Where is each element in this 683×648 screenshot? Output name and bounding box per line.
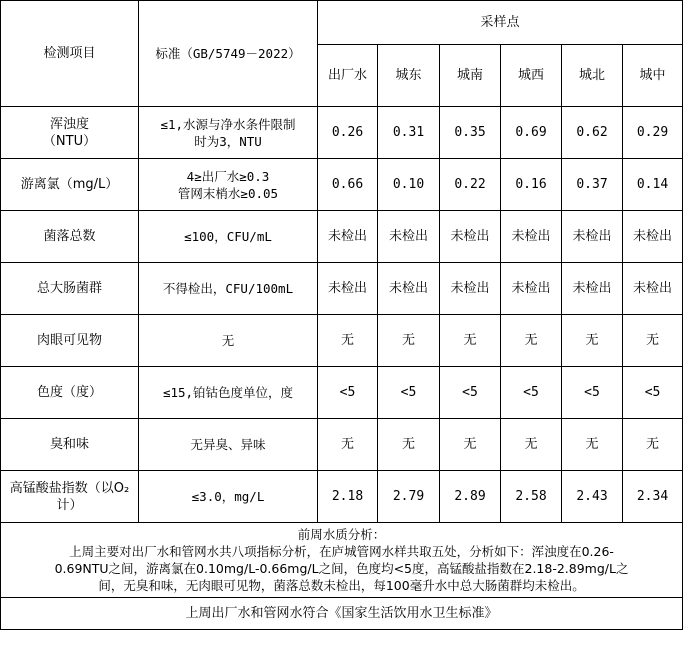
summary-line: 0.69NTU之间，游离氯在0.10mg/L-0.66mg/L之间，色度均<5度，高锰酸盐指数在2.18-2.89mg/L之	[54, 561, 629, 576]
test-item-cell	[1, 315, 139, 367]
test-item-name: 总大肠菌群	[36, 281, 102, 296]
value-cell: <5	[501, 367, 562, 419]
test-item-name: 臭和味	[49, 437, 89, 452]
summary-row	[1, 523, 683, 598]
summary-title: 前周水质分析：	[297, 527, 386, 542]
value-cell: 0.10	[378, 159, 440, 211]
value-cell: 未检出	[378, 211, 440, 263]
value-cell: 无	[562, 315, 623, 367]
table-row	[1, 211, 683, 263]
site-header: 城中	[623, 45, 683, 107]
value-cell: <5	[562, 367, 623, 419]
value-cell: 0.62	[562, 107, 623, 159]
value-cell: 未检出	[440, 263, 501, 315]
value-cell: 2.34	[623, 471, 683, 523]
value-cell: 未检出	[562, 211, 623, 263]
standard-cell	[139, 315, 318, 367]
standard-text: ≤3.0，mg/L	[191, 489, 265, 504]
value-cell: 0.26	[318, 107, 378, 159]
value-cell: 未检出	[562, 263, 623, 315]
value-cell: 未检出	[623, 211, 683, 263]
test-item-name: 游离氯（mg/L）	[20, 177, 119, 192]
value-cell: <5	[378, 367, 440, 419]
value-cell: <5	[440, 367, 501, 419]
test-item-name: 菌落总数	[43, 229, 96, 244]
test-item-cell	[1, 159, 139, 211]
site-header: 城东	[378, 45, 440, 107]
value-cell: 0.14	[623, 159, 683, 211]
summary-cell	[1, 523, 683, 598]
standard-cell	[139, 471, 318, 523]
site-header: 出厂水	[318, 45, 378, 107]
value-cell: 无	[440, 419, 501, 471]
header-row-top	[1, 1, 683, 45]
standard-text: 管网末梢水≥0.05	[177, 185, 279, 201]
test-item-cell	[1, 471, 139, 523]
test-item-name: 肉眼可见物	[36, 333, 102, 348]
test-item-name: （NTU）	[42, 133, 97, 149]
test-item-cell	[1, 419, 139, 471]
value-cell: 无	[562, 419, 623, 471]
header-sampling-points: 采样点	[318, 1, 683, 45]
value-cell: <5	[318, 367, 378, 419]
test-item-cell	[1, 367, 139, 419]
standard-text: ≤15,铂钴色度单位，度	[162, 385, 294, 400]
standard-text: 不得检出，CFU/100mL	[162, 281, 294, 296]
standard-text: 无	[221, 333, 235, 348]
value-cell: 无	[440, 315, 501, 367]
value-cell: 无	[501, 419, 562, 471]
value-cell: 无	[378, 315, 440, 367]
standard-text: 无异臭、异味	[190, 437, 266, 452]
standard-text: ≤100，CFU/mL	[184, 229, 272, 244]
standard-text: 时为3，NTU	[194, 133, 262, 149]
value-cell: 0.69	[501, 107, 562, 159]
standard-text: ≤1,水源与净水条件限制	[160, 116, 296, 132]
test-item-name: 计）	[56, 497, 83, 513]
value-cell: 未检出	[501, 211, 562, 263]
test-item-cell	[1, 211, 139, 263]
value-cell: <5	[623, 367, 683, 419]
standard-cell	[139, 367, 318, 419]
value-cell: 0.31	[378, 107, 440, 159]
test-item-name: 色度（度）	[36, 385, 102, 400]
summary-line: 上周主要对出厂水和管网水共八项指标分析，在庐城管网水样共取五处，分析如下：浑浊度在0.26-	[69, 544, 614, 559]
value-cell: 未检出	[440, 211, 501, 263]
value-cell: 2.89	[440, 471, 501, 523]
value-cell: 0.35	[440, 107, 501, 159]
test-item-cell	[1, 263, 139, 315]
value-cell: 未检出	[318, 211, 378, 263]
value-cell: 无	[623, 315, 683, 367]
summary-line: 间，无臭和味，无肉眼可见物，菌落总数未检出，每100毫升水中总大肠菌群均未检出。	[98, 578, 585, 593]
value-cell: 0.37	[562, 159, 623, 211]
table-row	[1, 367, 683, 419]
standard-cell	[139, 419, 318, 471]
value-cell: 0.16	[501, 159, 562, 211]
table-row	[1, 419, 683, 471]
header-standard: 标准（GB/5749－2022）	[139, 1, 318, 107]
table-row	[1, 315, 683, 367]
standard-cell	[139, 159, 318, 211]
value-cell: 0.22	[440, 159, 501, 211]
value-cell: 无	[318, 315, 378, 367]
standard-text: 4≥出厂水≥0.3	[186, 168, 270, 184]
value-cell: 0.66	[318, 159, 378, 211]
value-cell: 2.79	[378, 471, 440, 523]
table-row	[1, 263, 683, 315]
table-row	[1, 471, 683, 523]
table-row	[1, 159, 683, 211]
value-cell: 未检出	[318, 263, 378, 315]
value-cell: 2.18	[318, 471, 378, 523]
value-cell: 无	[623, 419, 683, 471]
standard-cell	[139, 263, 318, 315]
table-row	[1, 107, 683, 159]
site-header: 城西	[501, 45, 562, 107]
value-cell: 无	[318, 419, 378, 471]
value-cell: 无	[501, 315, 562, 367]
value-cell: 2.43	[562, 471, 623, 523]
value-cell: 无	[378, 419, 440, 471]
site-header: 城南	[440, 45, 501, 107]
value-cell: 0.29	[623, 107, 683, 159]
standard-cell	[139, 107, 318, 159]
test-item-cell	[1, 107, 139, 159]
test-item-name: 浑浊度	[49, 116, 89, 132]
standard-cell	[139, 211, 318, 263]
value-cell: 未检出	[623, 263, 683, 315]
test-item-name: 高锰酸盐指数（以O₂	[9, 480, 130, 496]
site-header: 城北	[562, 45, 623, 107]
conclusion-row	[1, 598, 683, 630]
value-cell: 未检出	[501, 263, 562, 315]
conclusion-cell: 上周出厂水和管网水符合《国家生活饮用水卫生标准》	[1, 598, 683, 630]
value-cell: 未检出	[378, 263, 440, 315]
header-item: 检测项目	[1, 1, 139, 107]
value-cell: 2.58	[501, 471, 562, 523]
